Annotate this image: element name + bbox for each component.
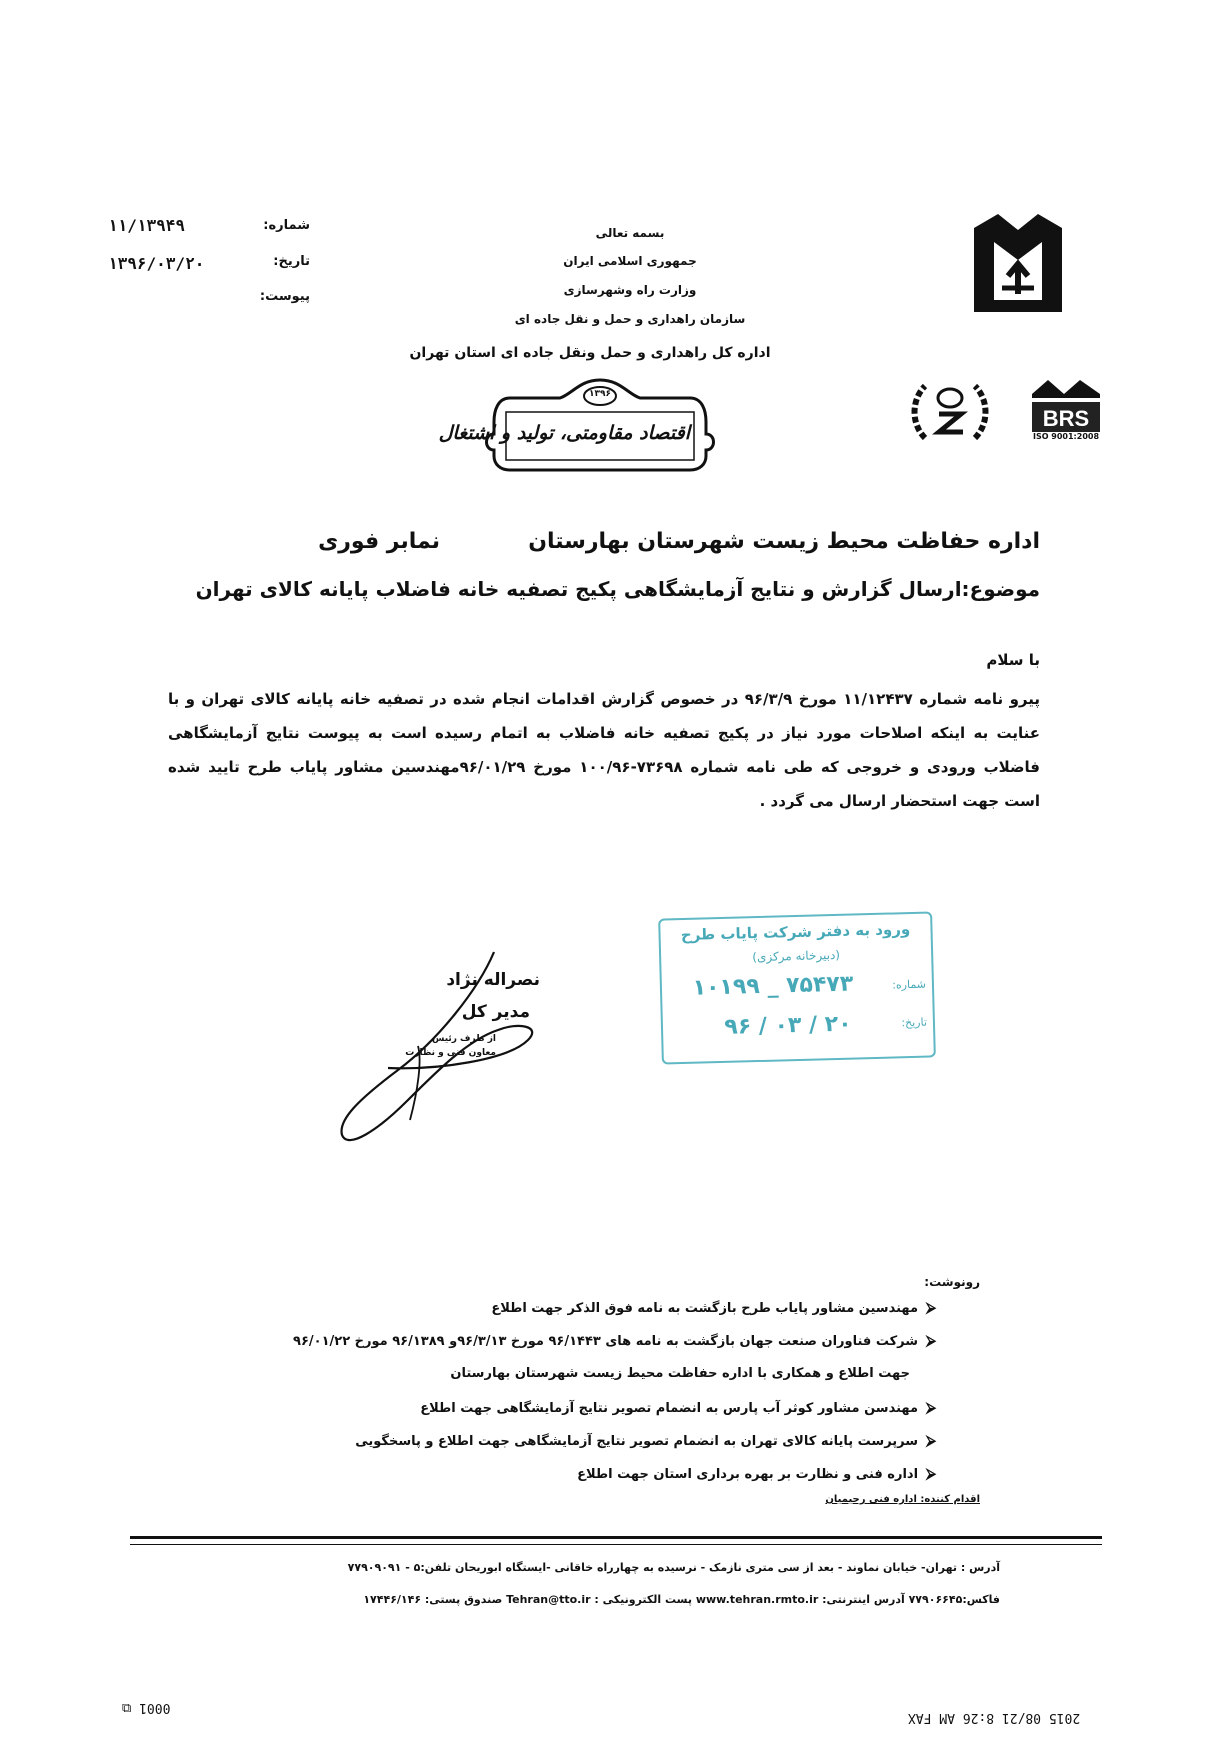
footer-address: آدرس : تهران- خیابان نماوند - بعد از سی متری نازمک - نرسیده به چهارراه خاقانی -ایستگاه ابوریحان تلفن:۵ - ۷۷۹۰۹۰۹۱ [347,1561,1000,1574]
letter-date: ۱۳۹۶/۰۳/۲۰ [108,254,205,273]
cc-item-continuation: جهت اطلاع و همکاری با اداره حفاظت محیط زیست شهرستان بهارستان [450,1366,910,1381]
arrow-bullet-icon: ⮚ [926,1400,936,1416]
header-line-3: سازمان راهداری و حمل و نقل جاده ای [514,312,746,326]
arrow-bullet-icon: ⮚ [926,1300,936,1316]
arrow-bullet-icon: ⮚ [926,1433,936,1449]
footer-contact: فاکس:۷۷۹۰۶۶۴۵ آدرس اینترنتی: www.tehran.rmto.ir پست الکترونیکی : Tehran@tto.ir صندوق پستی: ۱۷۴۴۶/۱۴۶ [363,1593,1000,1606]
quality-award-emblem [905,378,995,444]
cc-item: ⮚ اداره فنی و نظارت بر بهره برداری استان جهت اطلاع [577,1466,936,1482]
arrow-bullet-icon: ⮚ [926,1333,936,1349]
action-by: اقدام کننده: اداره فنی رحیمیان [825,1494,980,1505]
stamp-number-label: شماره: [892,977,927,992]
letter-number: ۱۱/۱۳۹۴۹ [108,216,186,235]
header-line-2: وزارت راه وشهرسازی [563,283,697,297]
number-label: شماره: [263,218,310,233]
arrow-bullet-icon: ⮚ [926,1466,936,1482]
signer-title: مدیر کل [461,1002,530,1022]
organization-logo [968,208,1068,320]
recipient: اداره حفاظت محیط زیست شهرستان بهارستان [528,529,1040,554]
brs-text: BRS [1042,406,1090,431]
stamp-date-label: تاریخ: [901,1015,928,1030]
greeting: با سلام [986,651,1040,669]
header-line-4: اداره کل راهداری و حمل ونقل جاده ای استان تهران [409,345,771,361]
brs-iso-badge [1028,376,1104,446]
cc-heading: رونوشت: [924,1275,980,1289]
footer-divider-thin [130,1544,1102,1545]
fax-type: نمابر فوری [318,529,440,554]
footer-divider [130,1536,1102,1539]
fax-page-number: 0001 ⧉ [122,1700,171,1715]
header-line-1: جمهوری اسلامی ایران [563,254,697,268]
signer-on-behalf: از طرف رئیس [431,1034,496,1044]
fax-page-icon: ⧉ [122,1700,132,1715]
body-paragraph: پیرو نامه شماره ۱۱/۱۲۴۳۷ مورخ ۹۶/۳/۹ در خصوص گزارش اقدامات انجام شده در تصفیه خانه پایانه کالای تهران و با عنایت به اینکه اصلاحات مورد نیاز در پکیج تصفیه خانه فاضلاب به اتمام رسیده است به پیوست نتایج آزمایشگاهی فاضلاب ورودی و خروجی که طی نامه شماره ۷۳۶۹۸-۱۰۰/۹۶ مورخ ۹۶/۰۱/۲۹مهندسین مشاور پایاب طرح تایید شده است جهت استحضار ارسال می گردد . [168,690,1040,810]
stamp-line-1: ورود به دفتر شرکت پایاب طرح [680,920,911,945]
slogan-text: اقتصاد مقاومتی، تولید و اشتغال [438,422,690,444]
fax-header: 2015 08/21 8:26 AM FAX [908,1710,1081,1725]
cc-item: ⮚ مهندسین مشاور پایاب طرح بازگشت به نامه فوق الذکر جهت اطلاع [491,1300,936,1316]
slogan-year: ۱۳۹۶ [589,389,611,399]
subject: موضوع:ارسال گزارش و نتایج آزمایشگاهی پکیج تصفیه خانه فاضلاب پایانه کالای تهران [195,577,1040,601]
stamp-number: ۱۰۱۹۹ _ ۷۵۴۷۳ [692,971,854,1001]
cc-item: ⮚ مهندسن مشاور کوثر آب پارس به انضمام تصویر نتایج آزمایشگاهی جهت اطلاع [420,1400,936,1416]
cc-item: ⮚ شرکت فناوران صنعت جهان بازگشت به نامه های ۹۶/۱۴۴۳ مورخ ۹۶/۳/۱۳و ۹۶/۱۳۸۹ مورخ ۹۶/۰۱/۲۲ [293,1333,936,1349]
stamp-date: ۹۶ / ۰۳ / ۲۰ [724,1011,852,1040]
stamp-line-2: (دبیرخانه مرکزی) [752,947,841,965]
slogan-frame [438,376,720,476]
invocation: بسمه تعالی [595,226,665,240]
signer-deputy: معاون فنی و نظارت [405,1048,496,1058]
receipt-stamp [658,911,936,1064]
date-label: تاریخ: [273,254,310,269]
signer-name: نصراله نژاد [446,970,540,990]
cc-item: ⮚ سرپرست پایانه کالای تهران به انضمام تصویر نتایج آزمایشگاهی جهت اطلاع و پاسخگویی [355,1433,936,1449]
iso-label: ISO 9001:2008 [1032,432,1100,441]
attachment-label: پیوست: [259,289,310,304]
